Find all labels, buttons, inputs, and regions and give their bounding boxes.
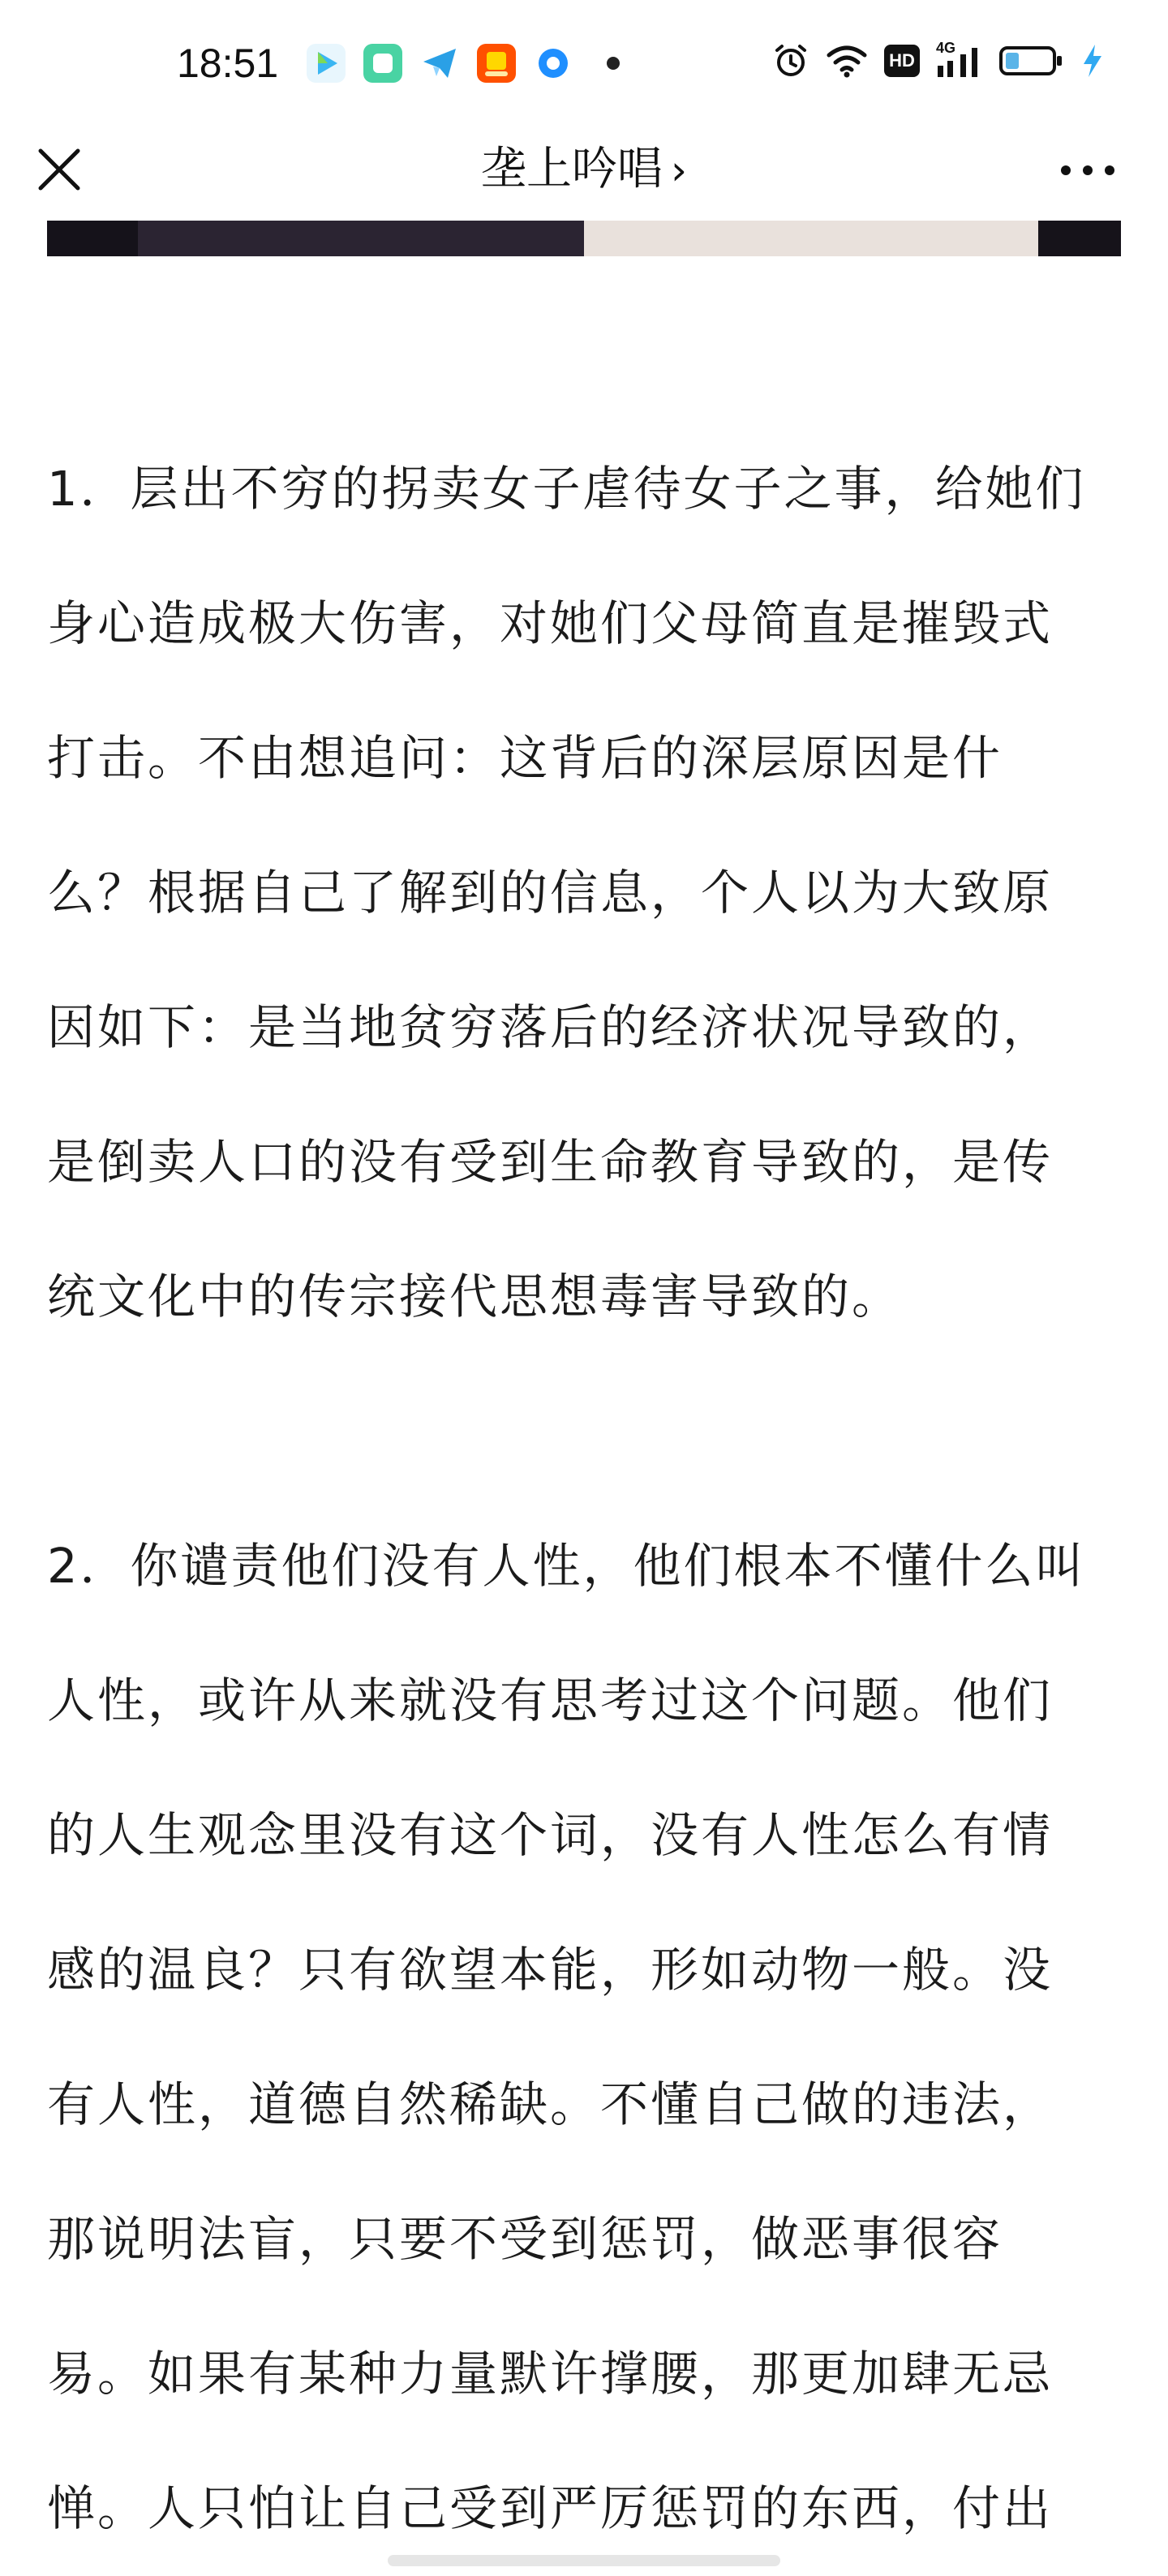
paragraph-line: 有人性，道德自然稀缺。不懂自己做的违法， [47,2076,1054,2132]
article-body [47,422,1126,2576]
more-dots-icon [1059,154,1116,187]
paragraph-line: 的人生观念里没有这个词，没有人性怎么有情 [47,1807,1054,1863]
image-segment [138,221,584,256]
paragraph-line: 是倒卖人口的没有受到生命教育导致的，是传 [47,1134,1054,1190]
wifi-icon [826,44,868,78]
charging-bolt-icon [1080,43,1105,79]
paragraph-line: 1．层出不穷的拐卖女子虐待女子之事，给她们 [47,461,1086,517]
telegram-icon [420,44,459,83]
status-bar [0,0,1168,122]
paragraph-spacer [47,1364,1126,1499]
hd-icon: HD [884,45,920,77]
video-app-icon [307,44,346,83]
paragraph-line: 么？根据自己了解到的信息，个人以为大致原 [47,865,1054,921]
paragraph-line: 因如下：是当地贫穷落后的经济状况导致的， [47,999,1054,1055]
paragraph-line: 感的温良？只有欲望本能，形如动物一般。没 [47,1942,1054,1998]
network-type-label: 4G [936,40,956,56]
paragraph-line: 人性，或许从来就没有思考过这个问题。他们 [47,1672,1054,1728]
more-notifications-dot [607,57,620,70]
battery-icon [999,45,1064,77]
status-time: 18:51 [177,41,279,86]
nav-bar [0,122,1168,221]
image-segment [1038,221,1121,256]
more-options-button[interactable] [1059,154,1116,187]
paragraph-line: 那说明法盲，只要不受到惩罚，做恶事很容 [47,2211,1003,2267]
paragraph-2 [47,1499,1126,2576]
notification-icons [307,44,620,83]
green-app-icon [363,44,402,83]
taobao-icon [477,44,516,83]
account-name: 垄上吟唱 [481,143,663,195]
paragraph-line: 惮。人只怕让自己受到严厉惩罚的东西，付出 [47,2480,1054,2536]
account-title-link[interactable] [0,141,1168,199]
chevron-right-icon: › [671,147,687,194]
paragraph-line: 打击。不由想追问：这背后的深层原因是什 [47,730,1003,786]
paragraph-line: 2．你谴责他们没有人性，他们根本不懂什么叫 [47,1538,1086,1594]
paragraph-line: 身心造成极大伤害，对她们父母简直是摧毁式 [47,595,1054,651]
article-image-partial[interactable] [47,221,1121,256]
paragraph-line: 统文化中的传宗接代思想毒害导致的。 [47,1269,903,1324]
cellular-signal-icon [936,40,983,79]
image-segment [47,221,138,256]
system-icons [772,42,1105,79]
paragraph-line: 易。如果有某种力量默许撑腰，那更加肆无忌 [47,2346,1054,2402]
home-indicator[interactable] [388,2555,780,2566]
image-segment [584,221,1038,256]
blue-circle-app-icon [534,44,573,83]
alarm-icon [772,42,809,79]
paragraph-1 [47,422,1126,1364]
